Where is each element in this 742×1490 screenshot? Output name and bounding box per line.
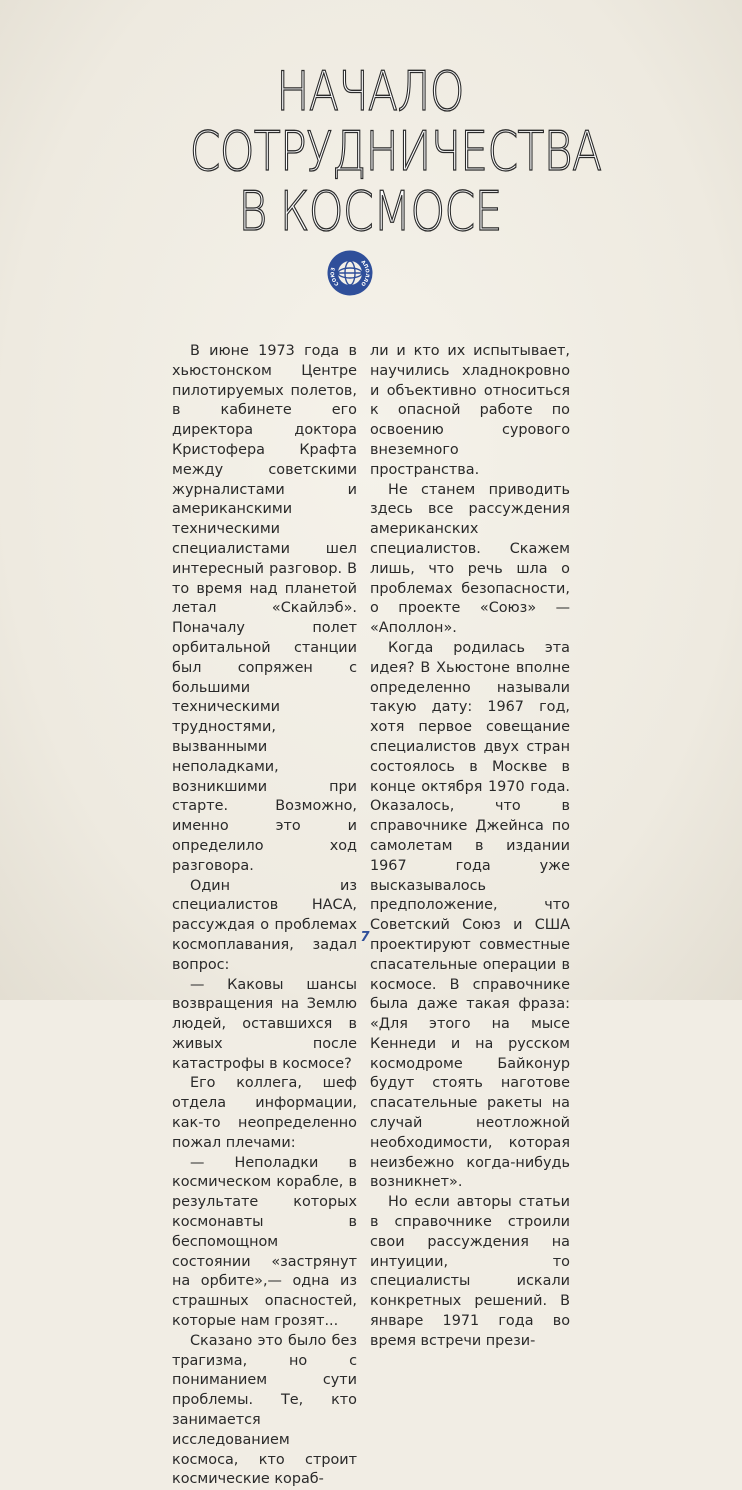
page-number: 7 (360, 930, 370, 945)
paragraph: Когда родилась эта идея? В Хьюстоне вполне определенно называли такую дату: 1967 год, хотя первое совещание специалистов двух стран состоялось в Москве в конце октября 1970 года. Оказалось, что в справочнике Джейнса по самолетам в издании 1967 года уже высказывалось предположение, что Советский Союз и США проектируют совместные спасательные операции в космосе. В справочнике была даже такая фраза: «Для этого на мысе Кеннеди и на русском космодроме Байконур будут стоять наготове спасательные ракеты на случай неотложной необходимости, которая неизбежно когда-нибудь возникнет». (370, 639, 570, 1191)
paragraph: — Неполадки в космическом корабле, в результате которых космонавты в беспомощном состоянии «застрянут на орбите»,— одна из страшных опасностей, которые нам грозят... (172, 1154, 357, 1330)
emblem-text-left: СОЮЗ (330, 266, 341, 287)
paragraph: Но если авторы статьи в справочнике строили свои рассуждения на интуиции, то специалисты искали конкретных решений. В январе 1971 года во время встречи прези- (370, 1194, 570, 1349)
emblem-text-right: АПОЛЛО (359, 259, 370, 288)
paragraph: В июне 1973 года в хьюстонском Центре пилотируемых полетов, в кабинете его директора доктора Кристофера Крафта между советскими журналистами и американскими техническими специалистами шел интересный разговор. В то время над планетой летал «Скайлэб». Поначалу полет орбитальной станции был сопряжен с большими техническими трудностями, вызванными неполадками, возникшими при старте. Возможно, именно это и определило ход разговора. (172, 343, 357, 874)
paragraph: Один из специалистов НАСА, рассуждая о проблемах космоплавания, задал вопрос: (172, 877, 357, 973)
right-column (370, 342, 570, 1352)
title-line-3: В КОСМОСЕ (238, 180, 502, 243)
chapter-title (189, 60, 602, 243)
left-column (172, 342, 357, 1490)
title-line-2: СОТРУДНИЧЕСТВА (189, 120, 602, 183)
paragraph: Его коллега, шеф отдела информации, как-то неопределенно пожал плечами: (172, 1075, 357, 1151)
title-line-1: НАЧАЛО (276, 60, 464, 123)
soyuz-apollo-emblem-icon (327, 250, 373, 296)
paragraph: Сказано это было без трагизма, но с пониманием сути проблемы. Те, кто занимается исследованием космоса, кто строит космические кораб- (172, 1332, 357, 1488)
paragraph: — Каковы шансы возвращения на Землю людей, оставшихся в живых после катастрофы в космосе? (172, 976, 357, 1072)
paragraph-continuation: ли и кто их испытывает, научились хладнокровно и объективно относиться к опасной работе по освоению сурового внеземного пространства. (370, 343, 570, 478)
paragraph: Не станем приводить здесь все рассуждения американских специалистов. Скажем лишь, что речь шла о проблемах безопасности, о проекте «Союз» — «Аполлон». (370, 481, 570, 637)
